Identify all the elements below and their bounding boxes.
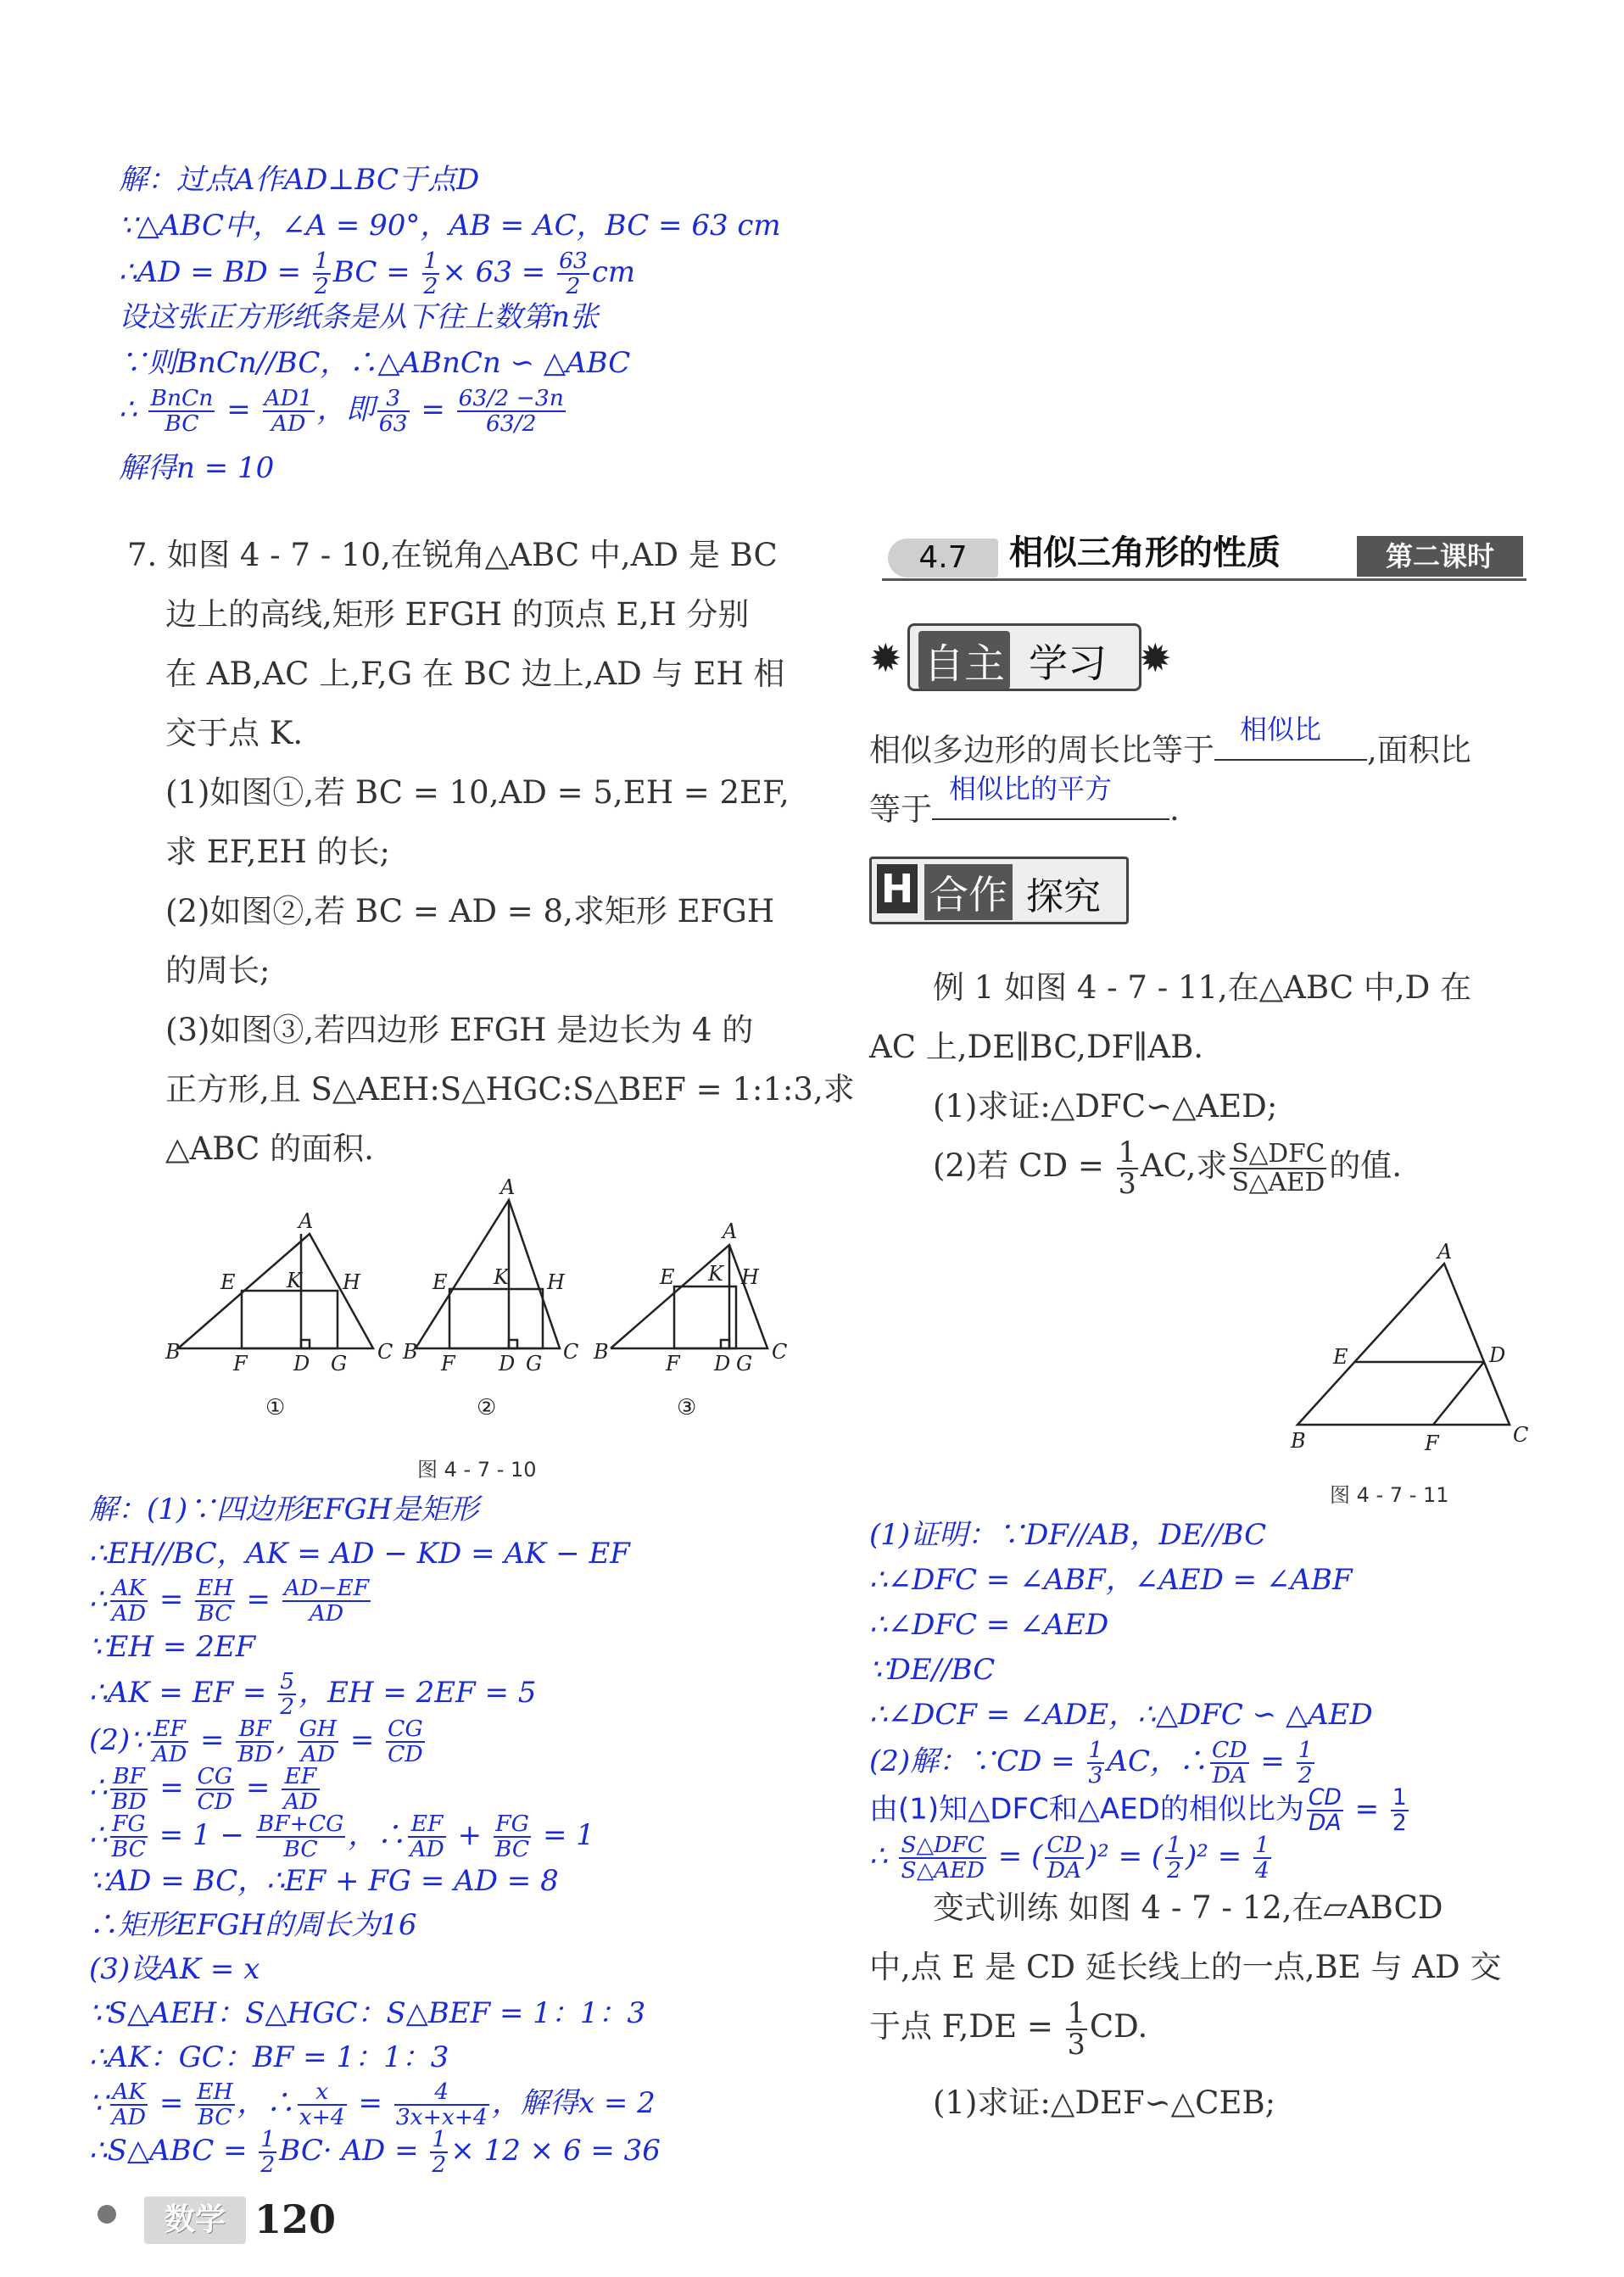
fig-label: E	[433, 1270, 448, 1294]
sol6-line: ∵则BnCn//BC，∴△ABnCn ∽ △ABC	[119, 346, 631, 380]
answer-blank-1: 相似比	[1214, 725, 1367, 761]
sol6-line: ∵△ABC中，∠A = 90°，AB = AC，BC = 63 cm	[119, 209, 781, 243]
fig-label: G	[736, 1352, 753, 1376]
problem-line: 7. 如图 4 - 7 - 10,在锐角△ABC 中,AD 是 BC	[127, 537, 778, 573]
fig-label: H	[547, 1270, 565, 1294]
sol6-line: 设这张正方形纸条是从下往上数第n张	[119, 300, 599, 334]
variant-line: 中,点 E 是 CD 延长线上的一点,BE 与 AD 交	[869, 1949, 1502, 1985]
variant-line: (1)求证:△DEF∽△CEB;	[933, 2084, 1276, 2121]
subject-tab: 数学	[144, 2196, 246, 2244]
fig-label: K	[287, 1269, 302, 1292]
fig-label: A	[1437, 1240, 1453, 1264]
solex-line: (2)解：∵CD = $\frac{1}{3}$ AC，∴ $\frac{CD}{DA}$ = $\frac{1}{2}$	[869, 1737, 1313, 1789]
problem-line: 的周长;	[165, 952, 271, 989]
page-number: 120	[254, 2196, 337, 2242]
fig-label: H	[343, 1270, 360, 1294]
solex-line: ∴ $\frac{\text{S△DFC}}{\text{S△AED}}$ = ( $\frac{CD}{DA}$ )² = ( $\frac{1}{2}$ )² = $\frac{1}{4}$	[869, 1832, 1270, 1884]
sol6-line: ∴ $\frac{\text{BnCn}}{BC}$ = $\frac{AD1}{AD}$ ，即 $\frac{3}{63}$ = $\frac{63/2 -3n}{63/2}$	[119, 385, 564, 437]
fill-line-2: 等于 相似比的平方 .	[869, 773, 1180, 828]
fig-label: C	[1513, 1423, 1529, 1447]
example-line: (1)求证:△DFC∽△AED;	[933, 1088, 1278, 1125]
fig-label: A	[299, 1209, 314, 1233]
fig-label: G	[331, 1352, 348, 1376]
example-line: AC 上,DE∥BC,DF∥AB.	[869, 1029, 1204, 1065]
star-icon: ✹	[869, 635, 902, 681]
sol6-line: 解：过点A作AD⊥BC于点D	[119, 163, 480, 197]
circle-icon	[98, 2205, 116, 2224]
fig-label: B	[403, 1340, 418, 1364]
problem-line: (2)如图②,若 BC = AD = 8,求矩形 EFGH	[165, 893, 775, 929]
fig-label: E	[220, 1270, 236, 1294]
fig-label: C	[772, 1340, 788, 1364]
cooperate-label-b: 探究	[1026, 875, 1101, 918]
solution-example-1	[869, 1514, 1411, 1884]
problem-line: 边上的高线,矩形 EFGH 的顶点 E,H 分别	[165, 596, 750, 633]
problem-line: 求 EF,EH 的长;	[165, 834, 390, 870]
problem-line: 正方形,且 S△AEH:S△HGC:S△BEF = 1:1:3,求	[165, 1071, 855, 1108]
sol7-line: ∴ $\frac{FG}{BC}$ = 1 − $\frac{BF+CG}{BC}$ ，∴ $\frac{EF}{AD}$ + $\frac{FG}{BC}$ = 1	[89, 1811, 594, 1862]
self-study-banner	[869, 623, 1175, 691]
solex-line: 由(1)知△DFC和△AED的相似比为 $\frac{CD}{DA}$ = $\frac{1}{2}$	[869, 1784, 1407, 1836]
sol7-line: ∴AK = EF = $\frac{5}{2}$ ，EH = 2EF = 5	[89, 1668, 537, 1720]
fig-label: K	[708, 1262, 723, 1286]
answer-blank-2: 相似比的平方	[932, 784, 1169, 820]
fig-label: D	[714, 1352, 731, 1376]
sol7-line: (2)∵ $\frac{EF}{AD}$ = $\frac{BF}{BD}$ , $\frac{GH}{AD}$ = $\frac{CG}{CD}$	[89, 1716, 423, 1767]
fig-label: G	[526, 1352, 543, 1376]
cooperate-label-a: 合作	[924, 864, 1013, 920]
sol6-line: ∴AD = BD = $\frac{1}{2}$ BC = $\frac{1}{2}$ × 63 = $\frac{63}{2}$ cm	[119, 248, 636, 299]
fig-label: K	[494, 1265, 509, 1289]
figure-4-7-10	[161, 1179, 814, 1442]
solex-line: ∴∠DFC = ∠AED	[869, 1608, 1109, 1642]
variant-line: 于点 F,DE = $\frac{1}{3}$ CD.	[869, 1995, 1148, 2061]
sol7-line: ∵AD = BC，∴EF + FG = AD = 8	[89, 1864, 559, 1898]
solex-line: ∴∠DCF = ∠ADE，∴△DFC ∽ △AED	[869, 1698, 1373, 1732]
sol7-line: ∵S△AEH：S△HGC：S△BEF = 1：1：3	[89, 1996, 646, 2030]
fig-label: F	[666, 1352, 680, 1376]
caption-4-7-11: 图 4 - 7 - 11	[1330, 1483, 1449, 1507]
figure-4-7-11	[1281, 1238, 1552, 1467]
problem-7	[127, 526, 855, 1179]
solex-line: ∵DE//BC	[869, 1653, 996, 1687]
solex-line: ∴∠DFC = ∠ABF，∠AED = ∠ABF	[869, 1563, 1353, 1597]
problem-line: (1)如图①,若 BC = 10,AD = 5,EH = 2EF,	[165, 774, 790, 811]
sol7-line: ∴ $\frac{BF}{BD}$ = $\frac{CG}{CD}$ = $\frac{EF}{AD}$	[89, 1763, 318, 1815]
figure-number-2: ②	[477, 1395, 497, 1420]
fig-label: A	[723, 1219, 738, 1243]
sol7-line: ∴EH//BC，AK = AD − KD = AK − EF	[89, 1537, 630, 1571]
problem-line: (3)如图③,若四边形 EFGH 是边长为 4 的	[165, 1012, 754, 1048]
sol6-line: 解得n = 10	[119, 451, 275, 485]
fig-label: C	[377, 1340, 393, 1364]
example-line: (2)若 CD = $\frac{1}{3}$ AC,求 $\frac{\text{S△DFC}}{\text{S△AED}}$ 的值.	[933, 1135, 1403, 1200]
fig-label: F	[1425, 1431, 1439, 1455]
fig-label: B	[1291, 1429, 1306, 1453]
self-study-label-b: 学习	[1029, 640, 1107, 686]
section-divider	[882, 578, 1526, 581]
solution-7	[89, 1488, 661, 2178]
sol7-line: ∴S△ABC = $\frac{1}{2}$ BC· AD = $\frac{1}{2}$ × 12 × 6 = 36	[89, 2126, 661, 2178]
fig-label: E	[1333, 1345, 1348, 1369]
fig-label: E	[660, 1265, 675, 1289]
variant-line: 变式训练 如图 4 - 7 - 12,在▱ABCD	[933, 1889, 1443, 1926]
solex-line: (1)证明：∵DF//AB，DE//BC	[869, 1518, 1267, 1552]
fig-label: H	[741, 1265, 759, 1289]
sol7-line: ∵EH = 2EF	[89, 1630, 256, 1664]
example-line: 例 1 如图 4 - 7 - 11,在△ABC 中,D 在	[933, 969, 1472, 1006]
problem-line: 交于点 K.	[165, 715, 304, 751]
cooperate-banner	[869, 857, 1129, 924]
variant-training	[869, 1878, 1501, 2133]
fig-label: F	[233, 1352, 248, 1376]
fig-label: C	[563, 1340, 579, 1364]
section-title: 相似三角形的性质	[1009, 533, 1281, 572]
h-icon: H	[877, 864, 918, 913]
sol7-line: ∴ $\frac{AK}{AD}$ = $\frac{EH}{BC}$ = $\frac{AD-EF}{AD}$	[89, 1575, 370, 1627]
fig-label: F	[441, 1352, 455, 1376]
star-icon: ✹	[1139, 635, 1172, 681]
lesson-tag: 第二课时	[1357, 536, 1523, 577]
caption-4-7-10: 图 4 - 7 - 10	[417, 1458, 537, 1482]
fig-label: A	[500, 1179, 516, 1199]
fig-label: D	[1489, 1343, 1506, 1367]
example-1	[869, 958, 1471, 1204]
fig-label: B	[594, 1340, 609, 1364]
section-number: 4.7	[888, 539, 998, 578]
fig-label: D	[499, 1352, 516, 1376]
sol7-line: ∴AK：GC：BF = 1：1：3	[89, 2040, 449, 2074]
figure-number-1: ①	[265, 1395, 286, 1420]
sol7-line: ∵ $\frac{AK}{AD}$ = $\frac{EH}{BC}$ ，∴ $\frac{x}{x+4}$ = $\frac{4}{3x+x+4}$ ，解得x = 2	[89, 2079, 656, 2130]
figure-number-3: ③	[677, 1395, 697, 1420]
fig-label: D	[293, 1352, 310, 1376]
sol7-line: 解：(1)∵四边形EFGH是矩形	[89, 1493, 479, 1526]
sol7-line: (3)设AK = x	[89, 1952, 260, 1986]
solution-6	[119, 158, 781, 492]
fig-label: B	[165, 1340, 181, 1364]
fill-line-1: 相似多边形的周长比等于 相似比 ,面积比	[869, 713, 1471, 768]
self-study-label-a: 自主	[918, 631, 1010, 689]
problem-line: 在 AB,AC 上,F,G 在 BC 边上,AD 与 EH 相	[165, 656, 785, 692]
problem-line: △ABC 的面积.	[165, 1130, 374, 1167]
sol7-line: ∴矩形EFGH的周长为16	[89, 1908, 417, 1942]
